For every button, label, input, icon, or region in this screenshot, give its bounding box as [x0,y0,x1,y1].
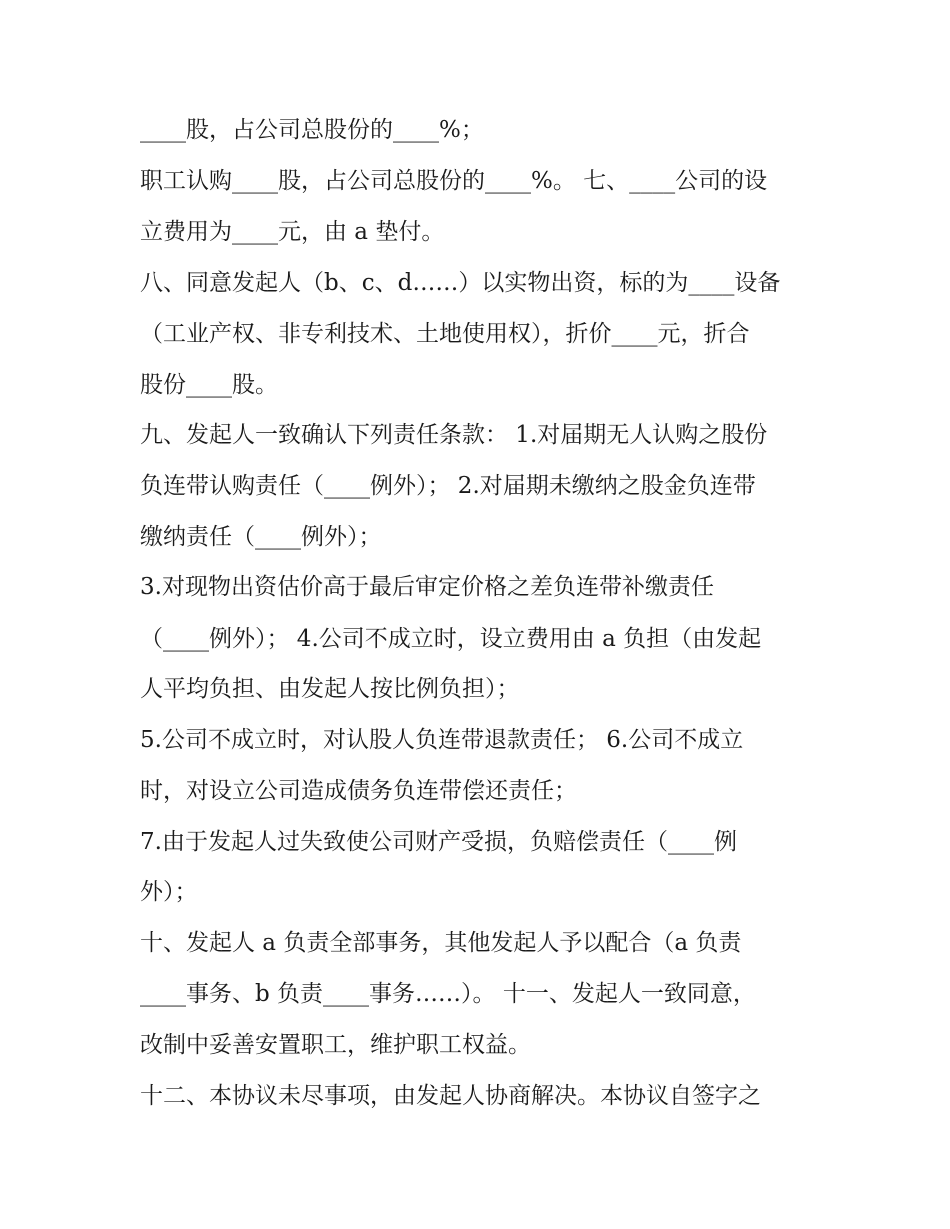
text-line: 3.对现物出资估价高于最后审定价格之差负连带补缴责任 [140,574,714,600]
text-line: 缴纳责任（____例外）； [140,524,382,550]
text-line: 九、发起人一致确认下列责任条款： 1.对届期无人认购之股份 [140,422,768,448]
text-line: 时，对设立公司造成债务负连带偿还责任； [140,778,577,804]
text-line: 十二、本协议未尽事项，由发起人协商解决。本协议自签字之 [140,1083,761,1109]
text-line: 八、同意发起人（b、c、d……）以实物出资，标的为____设备 [140,270,781,296]
text-line: 股份____股。 [140,372,278,398]
text-line: 7.由于发起人过失致使公司财产受损，负赔偿责任（____例 [140,829,737,855]
text-line: ____股，占公司总股份的____%； [140,117,484,143]
text-line: 5.公司不成立时，对认股人负连带退款责任； 6.公司不成立 [140,727,744,753]
text-line: 职工认购____股，占公司总股份的____%。 七、____公司的设 [140,168,768,194]
text-line: 人平均负担、由发起人按比例负担）； [140,676,520,702]
text-line: 十、发起人 a 负责全部事务，其他发起人予以配合（a 负责 [140,930,742,956]
text-line: 立费用为____元，由 a 垫付。 [140,219,445,245]
text-line: 负连带认购责任（____例外）； 2.对届期未缴纳之股金负连带 [140,473,756,499]
text-line: （工业产权、非专利技术、土地使用权），折价____元，折合 [140,321,750,347]
text-line: ____事务、b 负责____事务……）。 十一、发起人一致同意， [140,981,756,1007]
text-line: 外）； [140,879,198,905]
text-line: （____例外）； 4.公司不成立时，设立费用由 a 负担（由发起 [140,626,762,652]
text-line: 改制中妥善安置职工，维护职工权益。 [140,1032,531,1058]
